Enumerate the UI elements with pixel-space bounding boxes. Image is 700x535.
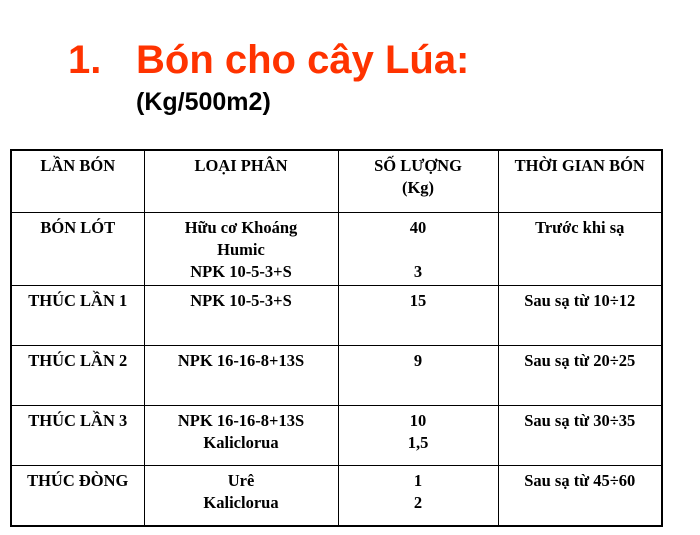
fertilizer-cell [144,212,338,285]
timing-cell: Sau sạ từ 45÷60 [498,465,662,526]
header-amount [338,150,498,212]
stage-cell: THÚC LẦN 1 [11,285,144,345]
amount-line: 2 [413,492,423,512]
timing-cell: Sau sạ từ 10÷12 [498,285,662,345]
amount-line: 3 [413,261,423,281]
fertilizer-line: NPK 16-16-8+13S [177,350,305,370]
stage-cell: BÓN LÓT [11,212,144,285]
timing-cell: Sau sạ từ 30÷35 [498,405,662,465]
fertilizer-line: Humic [217,239,265,259]
fertilizer-cell [144,405,338,465]
amount-cell [338,465,498,526]
page-title [68,30,469,90]
fertilizer-table [10,149,663,527]
amount-spacer [342,239,495,261]
header-stage: LẦN BÓN [11,150,144,212]
fertilizer-cell [144,465,338,526]
amount-cell [338,345,498,405]
fertilizer-cell [144,285,338,345]
table-row [11,285,662,345]
title-number: 1. [68,38,102,82]
amount-line: 10 [409,410,427,430]
fertilizer-cell [144,345,338,405]
header-timing: THỜI GIAN BÓN [498,150,662,212]
timing-cell: Trước khi sạ [498,212,662,285]
page-subtitle: (Kg/500m2) [136,88,271,116]
stage-cell: THÚC LẦN 2 [11,345,144,405]
amount-line: 15 [409,290,427,310]
fertilizer-line: NPK 16-16-8+13S [177,410,305,430]
header-amount-line1: SỐ LƯỢNG [374,156,462,175]
header-fertilizer: LOẠI PHÂN [144,150,338,212]
amount-cell [338,212,498,285]
table-row [11,345,662,405]
fertilizer-line: Kaliclorua [203,492,279,512]
table-row [11,465,662,526]
header-amount-unit: (Kg) [401,178,435,197]
fertilizer-line: NPK 10-5-3+S [190,261,292,281]
stage-cell: THÚC LẦN 3 [11,405,144,465]
fertilizer-line: Kaliclorua [203,432,279,452]
table-row [11,212,662,285]
stage-cell: THÚC ĐÒNG [11,465,144,526]
amount-line: 1 [413,470,423,490]
amount-cell [338,285,498,345]
table-row [11,405,662,465]
amount-line: 1,5 [407,432,429,452]
fertilizer-line: NPK 10-5-3+S [190,290,292,310]
title-text: Bón cho cây Lúa: [136,38,470,82]
fertilizer-line: Urê [227,470,255,490]
fertilizer-line: Hữu cơ Khoáng [184,217,298,237]
amount-line: 40 [409,217,427,237]
amount-line: 9 [413,350,423,370]
amount-cell [338,405,498,465]
timing-cell: Sau sạ từ 20÷25 [498,345,662,405]
table-header-row [11,150,662,212]
